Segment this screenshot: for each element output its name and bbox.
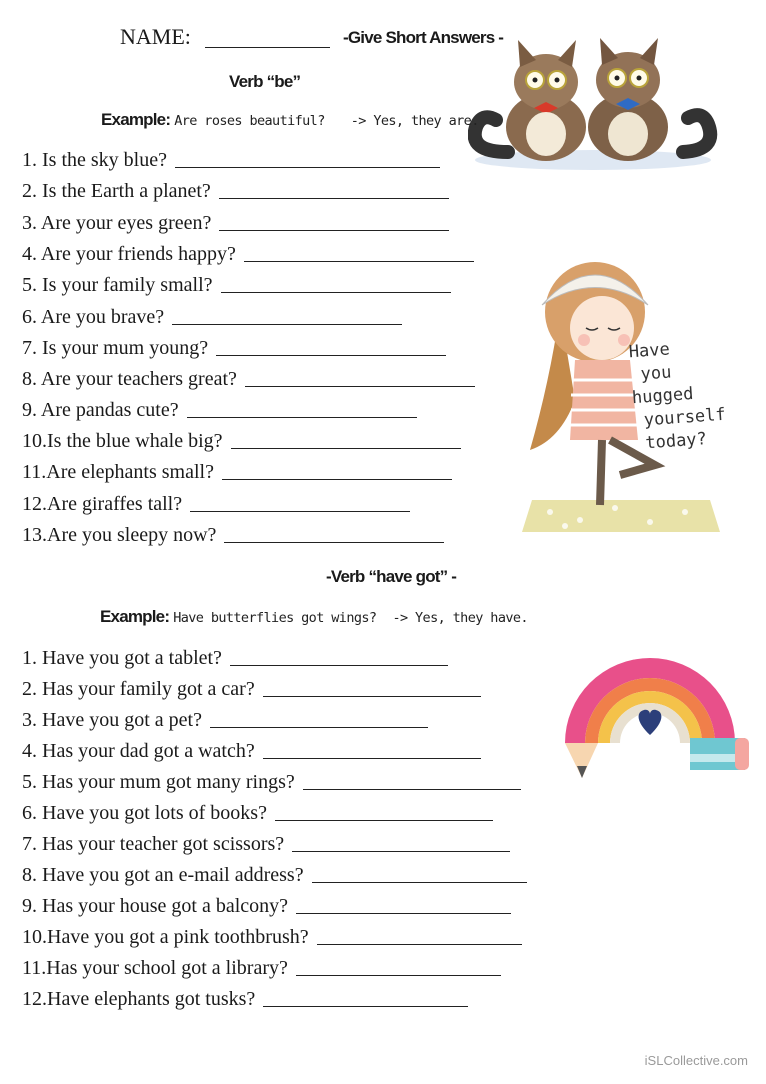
name-label: NAME: bbox=[120, 24, 191, 49]
section1-example-question: Are roses beautiful? bbox=[174, 113, 325, 129]
question-row bbox=[22, 212, 449, 235]
question-text: 10.Is the blue whale big? bbox=[22, 430, 223, 452]
question-row bbox=[22, 337, 446, 360]
answer-line[interactable] bbox=[296, 913, 511, 914]
answer-line[interactable] bbox=[244, 261, 474, 262]
question-text: 12.Have elephants got tusks? bbox=[22, 988, 256, 1010]
question-text: 9. Are pandas cute? bbox=[22, 399, 179, 421]
section2-example-label: Example: bbox=[100, 607, 170, 626]
question-row bbox=[22, 243, 474, 266]
answer-line[interactable] bbox=[230, 665, 448, 666]
rainbow-illustration bbox=[550, 638, 755, 788]
question-text: 5. Has your mum got many rings? bbox=[22, 771, 295, 793]
answer-line[interactable] bbox=[296, 975, 501, 976]
answer-line[interactable] bbox=[216, 355, 446, 356]
watermark: iSLCollective.com bbox=[644, 1053, 748, 1068]
question-text: 1. Is the sky blue? bbox=[22, 149, 167, 171]
question-row bbox=[22, 740, 481, 763]
answer-line[interactable] bbox=[263, 696, 481, 697]
question-text: 4. Are your friends happy? bbox=[22, 243, 236, 265]
answer-line[interactable] bbox=[263, 1006, 468, 1007]
section2-heading: -Verb “have got” - bbox=[326, 567, 457, 586]
section2-example-answer: -> Yes, they have. bbox=[392, 610, 528, 626]
answer-line[interactable] bbox=[187, 417, 417, 418]
question-row bbox=[22, 368, 475, 391]
question-text: 1. Have you got a tablet? bbox=[22, 647, 222, 669]
question-row bbox=[22, 430, 461, 453]
cats-illustration bbox=[468, 32, 718, 182]
answer-line[interactable] bbox=[222, 479, 452, 480]
answer-line[interactable] bbox=[210, 727, 428, 728]
question-text: 4. Has your dad got a watch? bbox=[22, 740, 255, 762]
section2-example bbox=[100, 607, 528, 627]
question-row bbox=[22, 647, 448, 670]
question-row bbox=[22, 709, 428, 732]
name-answer-line[interactable] bbox=[205, 47, 330, 48]
question-row bbox=[22, 493, 410, 516]
question-row bbox=[22, 524, 444, 547]
answer-line[interactable] bbox=[175, 167, 440, 168]
section1-example bbox=[101, 110, 479, 130]
answer-line[interactable] bbox=[292, 851, 510, 852]
question-row bbox=[22, 306, 402, 329]
question-text: 9. Has your house got a balcony? bbox=[22, 895, 289, 917]
answer-line[interactable] bbox=[312, 882, 527, 883]
question-text: 8. Are your teachers great? bbox=[22, 368, 237, 390]
question-text: 3. Have you got a pet? bbox=[22, 709, 202, 731]
answer-line[interactable] bbox=[219, 230, 449, 231]
question-row bbox=[22, 771, 521, 794]
question-row bbox=[22, 461, 452, 484]
question-row bbox=[22, 678, 481, 701]
answer-line[interactable] bbox=[221, 292, 451, 293]
section2-example-question: Have butterflies got wings? bbox=[173, 610, 377, 626]
question-text: 8. Have you got an e-mail address? bbox=[22, 864, 304, 886]
answer-line[interactable] bbox=[263, 758, 481, 759]
answer-line[interactable] bbox=[303, 789, 521, 790]
question-row bbox=[22, 274, 451, 297]
question-row bbox=[22, 864, 527, 887]
hug-caption: Have you hugged yourself today? bbox=[628, 339, 727, 455]
question-row bbox=[22, 149, 440, 172]
question-row bbox=[22, 180, 449, 203]
question-text: 5. Is your family small? bbox=[22, 274, 213, 296]
answer-line[interactable] bbox=[275, 820, 493, 821]
question-text: 7. Is your mum young? bbox=[22, 337, 209, 359]
answer-line[interactable] bbox=[172, 324, 402, 325]
answer-line[interactable] bbox=[245, 386, 475, 387]
question-row bbox=[22, 926, 522, 949]
answer-line[interactable] bbox=[231, 448, 461, 449]
question-text: 11.Has your school got a library? bbox=[22, 957, 288, 979]
answer-line[interactable] bbox=[317, 944, 522, 945]
section1-heading: Verb “be” bbox=[229, 72, 301, 91]
answer-line[interactable] bbox=[224, 542, 444, 543]
answer-line[interactable] bbox=[190, 511, 410, 512]
worksheet-title: -Give Short Answers - bbox=[343, 28, 504, 47]
question-text: 12.Are giraffes tall? bbox=[22, 493, 183, 515]
question-row bbox=[22, 802, 493, 825]
question-row bbox=[22, 957, 501, 980]
question-text: 6. Have you got lots of books? bbox=[22, 802, 267, 824]
question-text: 10.Have you got a pink toothbrush? bbox=[22, 926, 309, 948]
question-text: 13.Are you sleepy now? bbox=[22, 524, 217, 546]
answer-line[interactable] bbox=[219, 198, 449, 199]
question-row bbox=[22, 988, 468, 1011]
question-text: 3. Are your eyes green? bbox=[22, 212, 212, 234]
question-text: 7. Has your teacher got scissors? bbox=[22, 833, 285, 855]
question-text: 6. Are you brave? bbox=[22, 306, 165, 328]
section1-example-answer: -> Yes, they are. bbox=[350, 113, 479, 129]
question-text: 2. Is the Earth a planet? bbox=[22, 180, 211, 202]
question-row bbox=[22, 833, 510, 856]
question-text: 2. Has your family got a car? bbox=[22, 678, 255, 700]
question-row bbox=[22, 895, 511, 918]
section1-example-label: Example: bbox=[101, 110, 171, 129]
question-row bbox=[22, 399, 417, 422]
question-text: 11.Are elephants small? bbox=[22, 461, 214, 483]
